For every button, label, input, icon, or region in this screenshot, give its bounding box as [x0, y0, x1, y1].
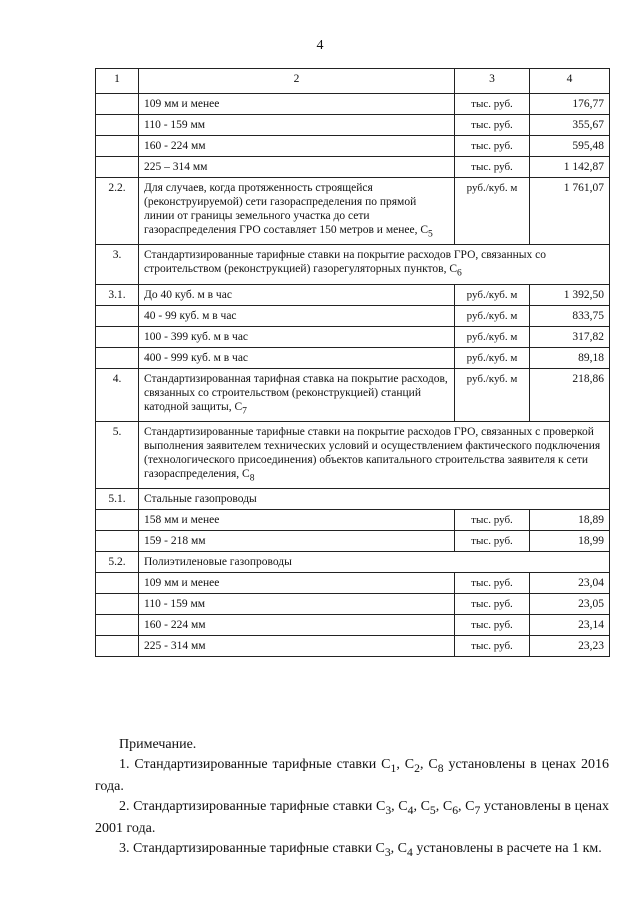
- description-text: 109 мм и менее: [144, 577, 220, 590]
- header-cell: 1: [96, 69, 139, 94]
- subscript: 5: [428, 228, 433, 240]
- description-text: Стандартизированные тарифные ставки на покрытие расходов ГРО, связанных с проверкой выполнения заявителем технических условий и осуществлением фактического подключения (технологического присоединения) объектов капитального строительства заявителя к сети газораспределения, С: [144, 425, 601, 480]
- note-item: [95, 840, 609, 862]
- description-text: Для случаев, когда протяженность строящейся (реконструируемой) сети газораспределения по прямой линии от границы земельного участка до сети газораспределения ГРО составляет 150 метров и менее, С: [144, 182, 428, 236]
- table-row: [96, 510, 610, 531]
- row-description: [139, 157, 455, 178]
- row-description: [139, 615, 455, 636]
- subscript: 4: [407, 803, 414, 817]
- header-cell: 4: [530, 69, 610, 94]
- row-number: 5.1.: [96, 489, 139, 510]
- table-row: [96, 368, 610, 421]
- table-row: [96, 594, 610, 615]
- row-unit: руб./куб. м: [455, 284, 530, 305]
- note-text: , С: [413, 798, 430, 814]
- row-number: 3.: [96, 245, 139, 284]
- subscript: 6: [452, 803, 459, 817]
- description-text: 159 - 218 мм: [144, 535, 206, 548]
- row-unit: тыс. руб.: [455, 94, 530, 115]
- description-text: Стальные газопроводы: [144, 493, 257, 506]
- row-value: 317,82: [530, 326, 610, 347]
- table-row: [96, 347, 610, 368]
- row-unit: тыс. руб.: [455, 510, 530, 531]
- subscript: 7: [474, 803, 481, 817]
- table-row: [96, 615, 610, 636]
- note-text: , С: [419, 757, 438, 772]
- note-text: , С: [391, 798, 408, 814]
- tariff-table: [95, 68, 610, 657]
- subscript: 5: [429, 803, 436, 817]
- description-text: Стандартизированная тарифная ставка на покрытие расходов, связанных со строительством (реконструкцией) станций катодной защиты, С: [144, 372, 448, 413]
- row-description: [139, 573, 455, 594]
- row-description: [139, 326, 455, 347]
- table-row: [96, 136, 610, 157]
- row-value: 23,23: [530, 636, 610, 657]
- subscript: 1: [390, 761, 397, 775]
- description-text: 109 мм и менее: [144, 98, 220, 110]
- row-description: [139, 94, 455, 115]
- description-text: 400 - 999 куб. м в час: [144, 351, 249, 364]
- row-number: 5.: [96, 421, 139, 488]
- table-row: [96, 157, 610, 178]
- row-number: [96, 531, 139, 552]
- row-unit: тыс. руб.: [455, 594, 530, 615]
- row-number: [96, 510, 139, 531]
- description-text: 100 - 399 куб. м в час: [144, 330, 249, 343]
- header-cell: 2: [139, 69, 455, 94]
- subscript: 6: [457, 267, 462, 279]
- row-number: 2.2.: [96, 178, 139, 245]
- note-text: , С: [458, 798, 475, 814]
- row-unit: руб./куб. м: [455, 368, 530, 421]
- row-value: 833,75: [530, 305, 610, 326]
- row-number: [96, 326, 139, 347]
- row-unit: тыс. руб.: [455, 615, 530, 636]
- row-description: [139, 284, 455, 305]
- row-unit: руб./куб. м: [455, 347, 530, 368]
- row-number: 5.2.: [96, 552, 139, 573]
- description-text: 110 - 159 мм: [144, 119, 206, 131]
- description-text: Полиэтиленовые газопроводы: [144, 556, 292, 569]
- row-description: [139, 245, 610, 284]
- row-number: [96, 157, 139, 178]
- subscript: 4: [407, 845, 413, 859]
- row-description: [139, 421, 610, 488]
- table-row: [96, 531, 610, 552]
- row-unit: руб./куб. м: [455, 326, 530, 347]
- row-value: 595,48: [530, 136, 610, 157]
- row-value: 18,99: [530, 531, 610, 552]
- note-text: , С: [396, 757, 415, 772]
- table-row: [96, 421, 610, 488]
- description-text: 110 - 159 мм: [144, 598, 206, 611]
- row-description: [139, 552, 610, 573]
- subscript: 8: [249, 472, 255, 484]
- row-description: [139, 347, 455, 368]
- row-unit: тыс. руб.: [455, 157, 530, 178]
- notes: [95, 736, 609, 863]
- table-row: [96, 284, 610, 305]
- description-text: 160 - 224 мм: [144, 140, 206, 152]
- row-description: [139, 115, 455, 136]
- table-header-row: [96, 69, 610, 94]
- row-unit: тыс. руб.: [455, 115, 530, 136]
- note-item: [95, 798, 609, 838]
- subscript: 2: [414, 761, 420, 775]
- row-value: 89,18: [530, 347, 610, 368]
- table-row: [96, 573, 610, 594]
- row-number: [96, 636, 139, 657]
- table-row: [96, 636, 610, 657]
- table-row: [96, 115, 610, 136]
- note-text: 3. Стандартизированные тарифные ставки С: [119, 840, 385, 856]
- row-description: [139, 305, 455, 326]
- row-number: [96, 594, 139, 615]
- table-row: [96, 178, 610, 245]
- table-row: [96, 245, 610, 284]
- description-text: 158 мм и менее: [144, 514, 220, 527]
- row-value: 23,14: [530, 615, 610, 636]
- row-unit: тыс. руб.: [455, 573, 530, 594]
- subscript: 3: [384, 845, 391, 859]
- page-number: 4: [316, 38, 324, 53]
- row-number: [96, 573, 139, 594]
- row-unit: тыс. руб.: [455, 636, 530, 657]
- row-number: [96, 94, 139, 115]
- description-text: 160 - 224 мм: [144, 619, 206, 632]
- subscript: 7: [242, 404, 247, 416]
- row-description: [139, 510, 455, 531]
- table-row: [96, 489, 610, 510]
- note-text: установлены в ценах 2001 года.: [95, 798, 609, 836]
- row-value: 1 392,50: [530, 284, 610, 305]
- notes-list: [95, 756, 609, 861]
- row-value: 218,86: [530, 368, 610, 421]
- note-text: 2. Стандартизированные тарифные ставки С: [119, 798, 386, 814]
- row-description: [139, 489, 610, 510]
- row-description: [139, 178, 455, 245]
- row-description: [139, 136, 455, 157]
- note-text: установлены в расчете на 1 км.: [412, 840, 602, 856]
- row-unit: руб./куб. м: [455, 305, 530, 326]
- notes-title: Примечание.: [119, 737, 197, 752]
- subscript: 3: [385, 803, 392, 817]
- row-number: [96, 347, 139, 368]
- note-text: установлены в ценах 2016 года.: [95, 757, 609, 794]
- row-number: [96, 136, 139, 157]
- row-unit: руб./куб. м: [455, 178, 530, 245]
- table-row: [96, 94, 610, 115]
- note-text: , С: [390, 840, 407, 856]
- row-unit: тыс. руб.: [455, 136, 530, 157]
- row-value: 23,05: [530, 594, 610, 615]
- row-number: 3.1.: [96, 284, 139, 305]
- row-description: [139, 531, 455, 552]
- note-item: [95, 756, 609, 796]
- row-value: 23,04: [530, 573, 610, 594]
- row-value: 18,89: [530, 510, 610, 531]
- subscript: 8: [437, 761, 444, 775]
- row-description: [139, 594, 455, 615]
- row-description: [139, 636, 455, 657]
- row-number: 4.: [96, 368, 139, 421]
- table-row: [96, 326, 610, 347]
- note-text: , С: [435, 798, 453, 814]
- row-number: [96, 115, 139, 136]
- row-number: [96, 305, 139, 326]
- note-text: 1. Стандартизированные тарифные ставки С: [119, 757, 391, 772]
- row-description: [139, 368, 455, 421]
- row-value: 176,77: [530, 94, 610, 115]
- row-unit: тыс. руб.: [455, 531, 530, 552]
- row-value: 1 142,87: [530, 157, 610, 178]
- table-row: [96, 552, 610, 573]
- description-text: До 40 куб. м в час: [144, 288, 232, 301]
- table-row: [96, 305, 610, 326]
- row-value: 1 761,07: [530, 178, 610, 245]
- description-text: 225 - 314 мм: [144, 640, 206, 653]
- description-text: Стандартизированные тарифные ставки на покрытие расходов ГРО, связанных со строительством (реконструкцией) газорегуляторных пунктов, С: [144, 249, 546, 276]
- row-value: 355,67: [530, 115, 610, 136]
- description-text: 225 – 314 мм: [144, 161, 208, 173]
- header-cell: 3: [455, 69, 530, 94]
- row-number: [96, 615, 139, 636]
- description-text: 40 - 99 куб. м в час: [144, 309, 237, 322]
